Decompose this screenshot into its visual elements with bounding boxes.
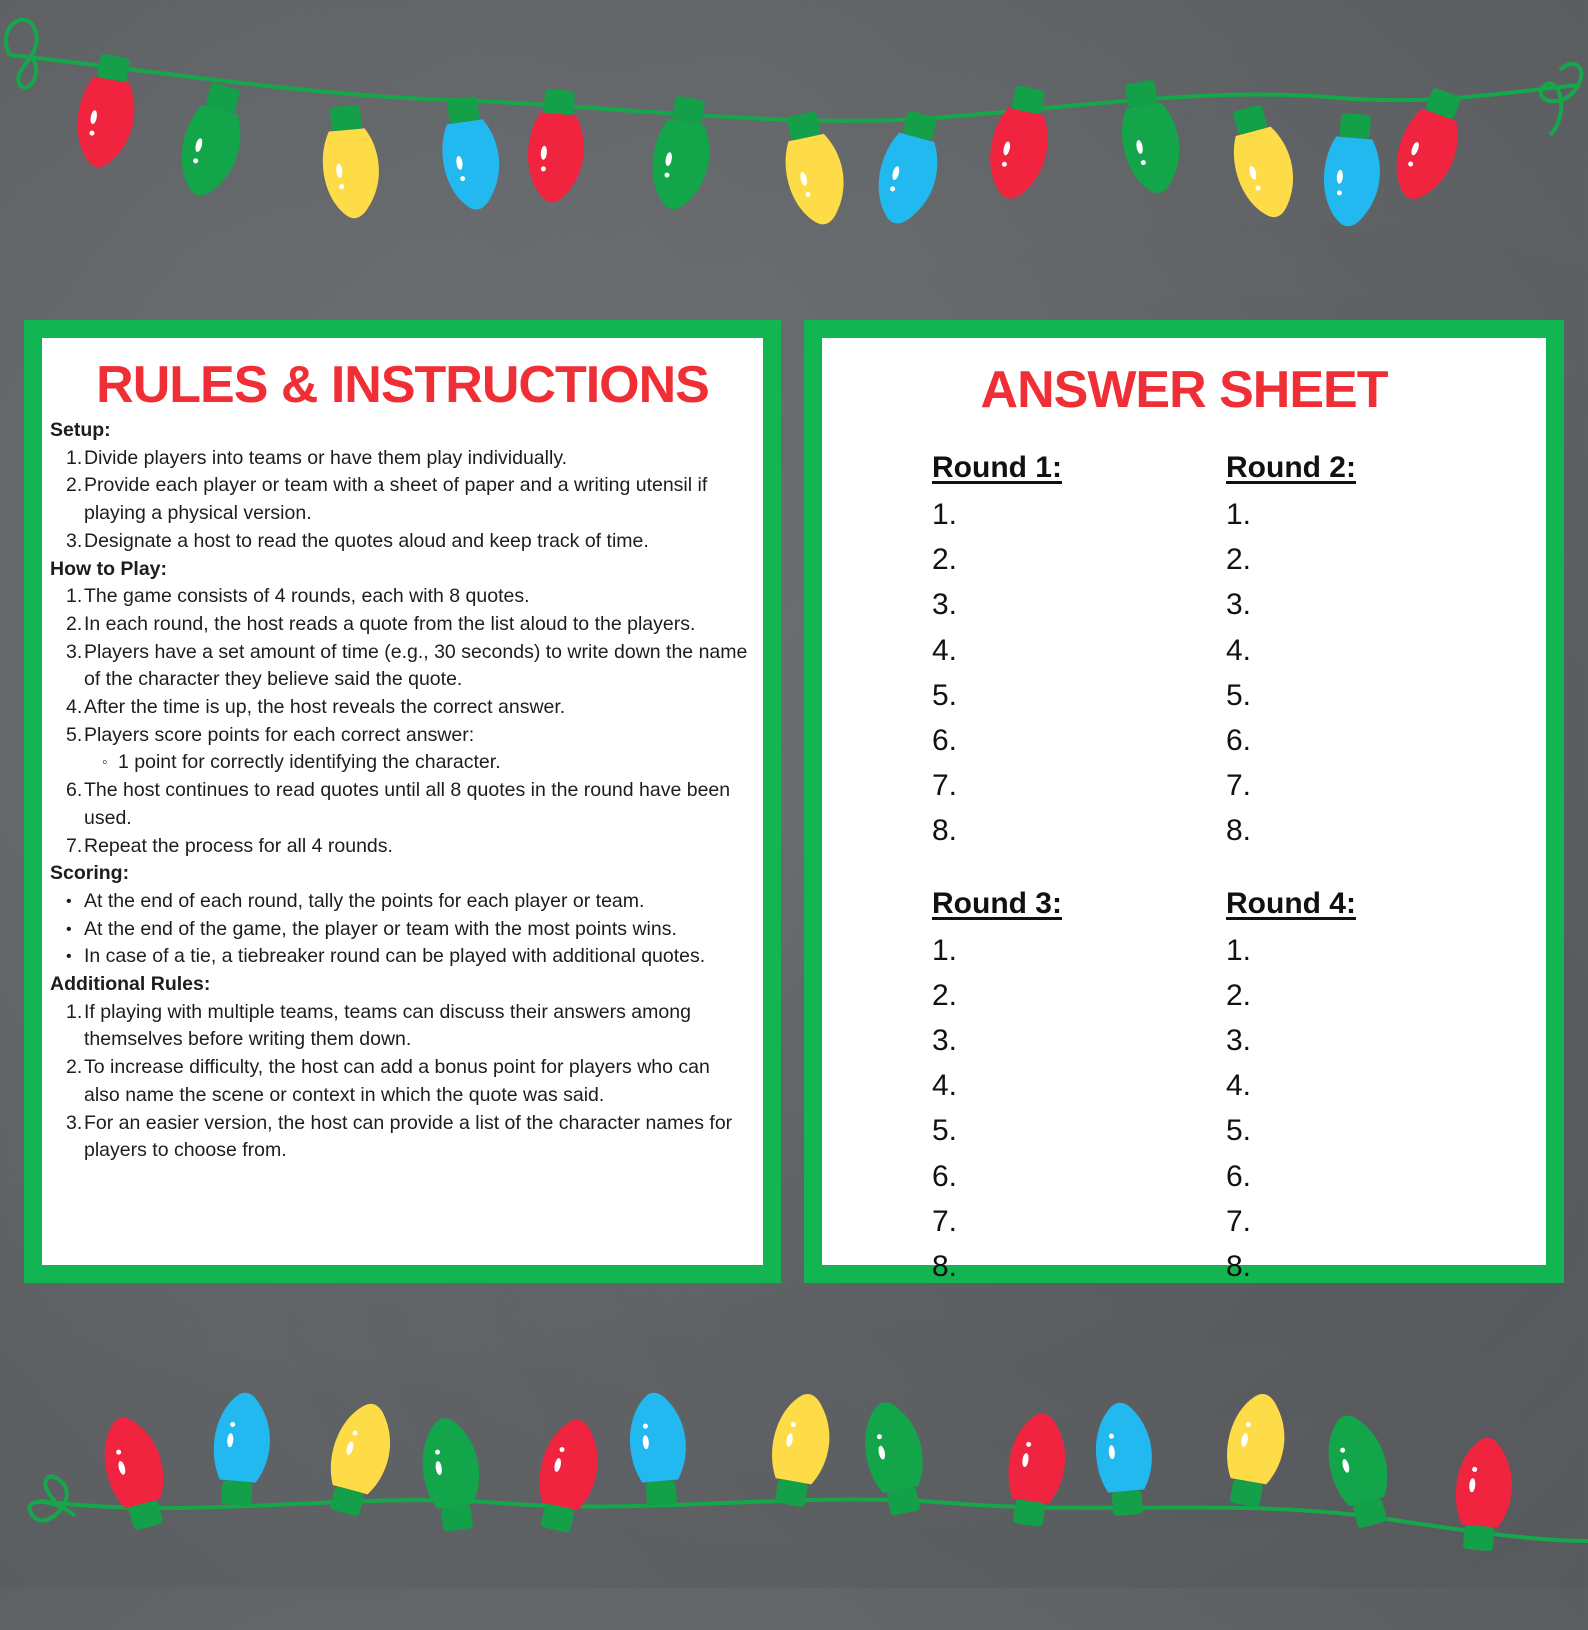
how-to-play-heading: How to Play: [50, 557, 168, 580]
answer-line: 4. [932, 1069, 958, 1103]
light-bulb-icon [318, 104, 383, 221]
answer-line: 7. [1226, 769, 1252, 803]
list-item-text: Players score points for each correct answer: [84, 723, 475, 746]
answer-line: 7. [932, 1204, 958, 1238]
list-item: • At the end of each round, tally the points for each player or team. [50, 888, 749, 916]
round-1-block [932, 450, 1226, 854]
light-bulb-icon [94, 1411, 177, 1534]
answer-line: 5. [932, 678, 958, 712]
answer-line: 6. [932, 724, 958, 758]
light-bulb-icon [1221, 101, 1304, 224]
answer-line: 7. [932, 769, 958, 803]
answer-line: 5. [1226, 1114, 1252, 1148]
rules-content [42, 415, 763, 1165]
list-item: After the time is up, the host reveals the correct answer. [84, 696, 566, 719]
answer-line: 1. [1226, 498, 1252, 531]
list-item: The game consists of 4 rounds, each with 8 quotes. [84, 585, 530, 608]
list-item: To increase difficulty, the host can add a bonus point for players who can also name the scene or context in which the quote was said. [84, 1056, 710, 1106]
list-item: Provide each player or team with a sheet of paper and a writing utensil if playing a physical version. [84, 474, 708, 525]
answer-line: 6. [932, 1159, 958, 1193]
answer-line: 3. [1226, 588, 1252, 622]
answer-lines [1226, 492, 1520, 854]
round-2-block [1226, 450, 1520, 854]
round-heading: Round 2: [1226, 451, 1356, 484]
light-bulb-icon [209, 1390, 274, 1507]
answer-lines [1226, 928, 1520, 1290]
light-bulb-icon [763, 1389, 837, 1510]
round-heading: Round 4: [1226, 886, 1356, 920]
light-bulb-icon [1113, 77, 1187, 198]
list-item: Repeat the process for all 4 rounds. [84, 834, 393, 857]
light-bulb-icon [868, 107, 951, 230]
light-bulb-icon [1092, 1400, 1157, 1517]
answer-line: 2. [1226, 978, 1252, 1012]
answer-line: 1. [1226, 933, 1252, 967]
scoring-list [50, 888, 749, 971]
light-bulb-icon [626, 1390, 691, 1507]
light-bulb-icon [1218, 1389, 1292, 1510]
round-heading: Round 3: [932, 886, 1062, 920]
additional-rules-list [50, 999, 749, 1165]
sub-list-item: ◦ 1 point for correctly identifying the character. [50, 749, 749, 777]
answer-line: 4. [1226, 1069, 1252, 1103]
bottom-christmas-lights-garland [0, 1370, 1588, 1630]
rules-panel [24, 320, 781, 1283]
answer-line: 8. [932, 1250, 958, 1284]
answer-line: 6. [1226, 724, 1252, 758]
list-item [50, 722, 749, 777]
rules-title: RULES & INSTRUCTIONS [96, 356, 709, 414]
how-to-play-list [50, 583, 749, 860]
answer-sheet-title: ANSWER SHEET [980, 361, 1388, 419]
answer-line: 1. [932, 498, 958, 531]
answer-line: 6. [1226, 1159, 1252, 1193]
list-item: The host continues to read quotes until all 8 quotes in the round have been used. [84, 779, 731, 829]
answer-line: 4. [1226, 633, 1252, 667]
answer-line: 8. [1226, 1250, 1252, 1284]
answer-line: 2. [1226, 543, 1252, 577]
round-4-block [1226, 886, 1520, 1290]
answer-line: 5. [932, 1114, 958, 1148]
top-christmas-lights-garland [0, 0, 1588, 260]
answer-line: 4. [932, 633, 958, 667]
answer-line: 1. [932, 933, 958, 967]
list-item: • At the end of the game, the player or team with the most points wins. [50, 916, 749, 944]
list-item: • In case of a tie, a tiebreaker round can be played with additional quotes. [50, 943, 749, 971]
scoring-heading: Scoring: [50, 862, 130, 885]
list-item: In each round, the host reads a quote from the list aloud to the players. [84, 612, 696, 635]
list-item: Players have a set amount of time (e.g., 30 seconds) to write down the name of the character they believe said the quote. [84, 640, 748, 691]
answer-lines [932, 492, 1226, 854]
answer-line: 3. [932, 1024, 958, 1058]
light-bulb-icon [1320, 112, 1385, 229]
answer-line: 3. [932, 588, 958, 622]
list-item: Designate a host to read the quotes aloud and keep track of time. [84, 529, 649, 552]
answer-line: 8. [1226, 814, 1252, 848]
setup-list [50, 445, 749, 556]
answer-line: 7. [1226, 1204, 1252, 1238]
light-bulb-icon [171, 79, 254, 202]
answer-line: 8. [932, 814, 958, 848]
rounds-grid [932, 450, 1532, 1289]
answer-line: 2. [932, 978, 958, 1012]
additional-rules-heading: Additional Rules: [50, 973, 211, 996]
list-item: Divide players into teams or have them play individually. [84, 446, 568, 469]
light-bulb-icon [529, 1414, 607, 1536]
light-bulb-icon [775, 108, 853, 230]
list-item: If playing with multiple teams, teams can discuss their answers among themselves before writing them down. [84, 1000, 691, 1051]
answer-line: 2. [932, 543, 958, 577]
scoring-sublist [50, 749, 749, 777]
light-bulb-icon [981, 82, 1059, 204]
light-bulb-icon [435, 94, 506, 213]
light-bulb-icon [1001, 1410, 1072, 1529]
light-bulb-icon [416, 1414, 487, 1533]
setup-heading: Setup: [50, 419, 111, 441]
list-item: For an easier version, the host can provide a list of the character names for players to choose from. [84, 1111, 733, 1162]
answer-line: 5. [1226, 678, 1252, 712]
answer-line: 3. [1226, 1024, 1252, 1058]
answer-sheet-panel [804, 320, 1564, 1283]
round-heading: Round 1: [932, 451, 1062, 484]
round-3-block [932, 886, 1226, 1290]
answer-lines [932, 928, 1226, 1290]
